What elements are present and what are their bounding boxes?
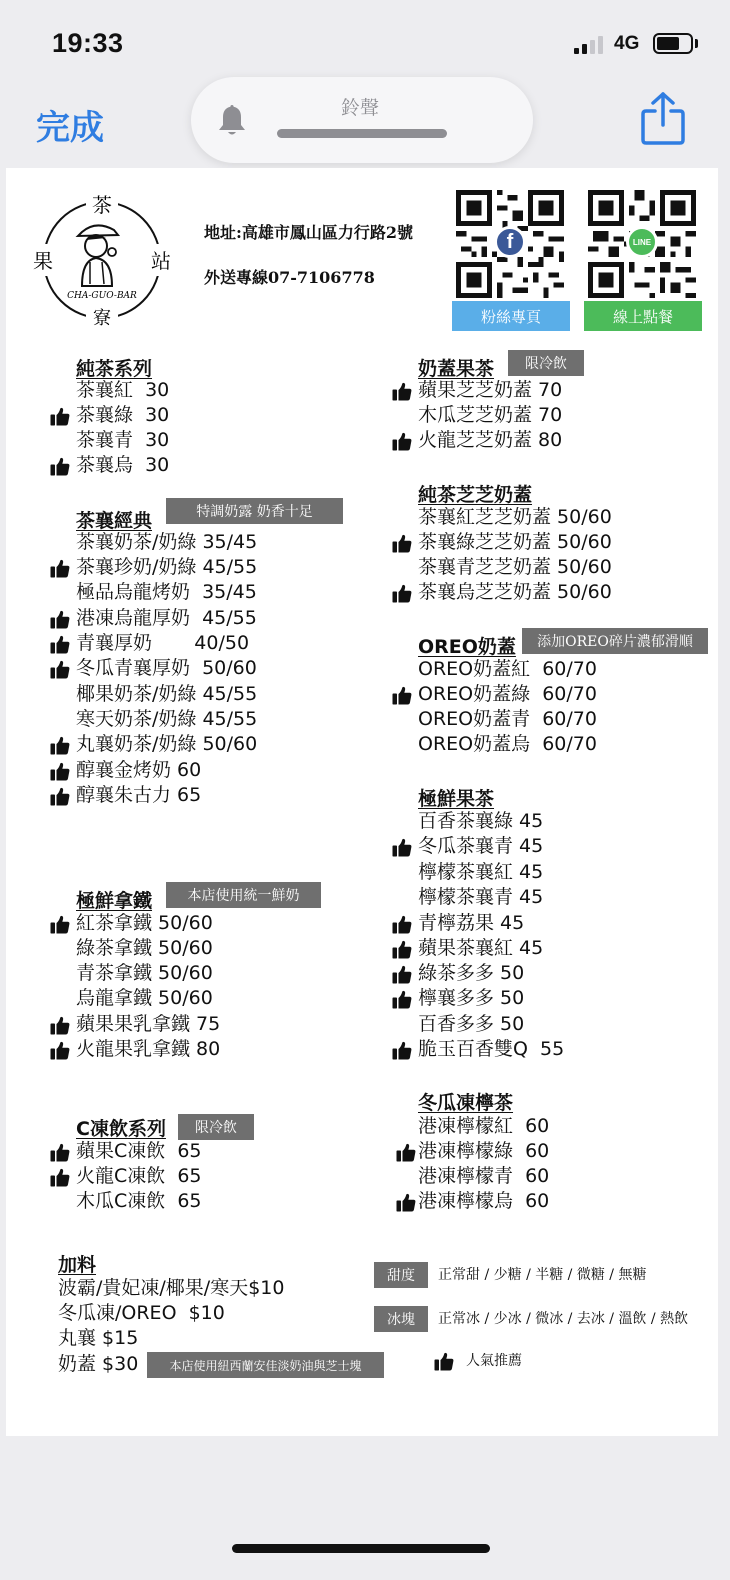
section-title-fruit-tea: 極鮮果茶: [418, 788, 495, 810]
thumbs-up-icon: [50, 787, 70, 806]
battery-tip: [695, 39, 698, 48]
ringer-label: 鈴聲: [340, 97, 379, 119]
thumbs-up-icon: [392, 965, 412, 984]
logo-char-bottom: 寮: [93, 308, 111, 329]
menu-item: 青襄厚奶 40/50: [76, 632, 250, 654]
facebook-icon: f: [494, 226, 526, 258]
section-title-classic: 茶襄經典: [76, 510, 153, 532]
line-icon: LINE: [626, 226, 658, 258]
section-title-oreo: OREO奶蓋: [418, 636, 516, 658]
menu-item: 青茶拿鐵 50/60: [76, 962, 213, 984]
thumbs-up-icon: [50, 1168, 70, 1187]
thumbs-up-icon: [50, 660, 70, 679]
thumbs-up-icon: [392, 940, 412, 959]
menu-item: 火龍果乳拿鐵 80: [76, 1038, 221, 1060]
menu-item: 港凍烏龍厚奶 45/55: [76, 607, 257, 629]
menu-item: 港凍檸檬紅 60: [418, 1115, 550, 1137]
menu-item: 丸襄奶茶/奶綠 50/60: [76, 733, 258, 755]
logo-char-top: 茶: [92, 193, 112, 217]
thumbs-up-icon: [396, 1193, 416, 1212]
classic-tag: 特調奶露 奶香十足: [166, 498, 343, 524]
menu-item: OREO奶蓋青 60/70: [418, 708, 597, 730]
fan-page-button[interactable]: 粉絲專頁: [452, 301, 570, 331]
menu-item: 茶襄紅 30: [76, 379, 170, 401]
status-bar: [0, 0, 730, 80]
ringer-indicator: [191, 77, 533, 163]
menu-item: 冬瓜茶襄青 45: [418, 835, 544, 857]
menu-item: 港凍檸檬烏 60: [418, 1190, 550, 1212]
menu-item: 茶襄綠芝芝奶蓋 50/60: [418, 531, 612, 553]
thumbs-up-icon: [392, 1041, 412, 1060]
section-title-latte: 極鮮拿鐵: [76, 890, 153, 912]
menu-item: 茶襄烏芝芝奶蓋 50/60: [418, 581, 612, 603]
sweetness-options: 正常甜 / 少糖 / 半糖 / 微糖 / 無糖: [438, 1267, 647, 1283]
menu-item: 波霸/貴妃凍/椰果/寒天$10: [58, 1277, 285, 1299]
latte-tag: 本店使用統一鮮奶: [166, 882, 321, 908]
thumbs-up-icon: [392, 534, 412, 553]
menu-item: 綠茶多多 50: [418, 962, 525, 984]
menu-item: OREO奶蓋紅 60/70: [418, 658, 597, 680]
menu-item: 冬瓜凍/OREO $10: [58, 1302, 225, 1324]
ice-options: 正常冰 / 少冰 / 微冰 / 去冰 / 溫飲 / 熱飲: [438, 1311, 689, 1327]
menu-item: 木瓜芝芝奶蓋 70: [418, 404, 563, 426]
menu-item: 蘋果C凍飲 65: [76, 1140, 202, 1162]
menu-item: 百香茶襄綠 45: [418, 810, 544, 832]
menu-item: 茶襄青 30: [76, 429, 170, 451]
thumbs-up-icon: [50, 736, 70, 755]
menu-item: 茶襄綠 30: [76, 404, 170, 426]
thumbs-up-icon: [392, 382, 412, 401]
menu-item: 茶襄珍奶/奶綠 45/55: [76, 556, 258, 578]
thumbs-up-icon: [396, 1143, 416, 1162]
thumbs-up-icon: [50, 1016, 70, 1035]
network-type: 4G: [614, 33, 640, 54]
thumbs-up-icon: [50, 1041, 70, 1060]
thumbs-up-icon: [50, 407, 70, 426]
c-jelly-tag: 限冷飲: [178, 1114, 254, 1140]
menu-item: 火龍C凍飲 65: [76, 1165, 202, 1187]
menu-item: 茶襄烏 30: [76, 454, 170, 476]
fruit-cap-tag: 限冷飲: [508, 350, 584, 376]
menu-item: 綠茶拿鐵 50/60: [76, 937, 213, 959]
ringer-volume-bar: [277, 129, 447, 138]
menu-item: 港凍檸檬青 60: [418, 1165, 550, 1187]
shop-address: 地址:高雄市鳳山區力行路2號: [204, 223, 414, 242]
menu-item: 脆玉百香雙Q 55: [418, 1038, 565, 1060]
menu-item: 百香多多 50: [418, 1013, 525, 1035]
menu-item: 茶襄青芝芝奶蓋 50/60: [418, 556, 612, 578]
thumbs-up-icon: [50, 1143, 70, 1162]
menu-item: 檸檬茶襄青 45: [418, 886, 544, 908]
online-order-button[interactable]: 線上點餐: [584, 301, 702, 331]
thumbs-up-icon: [50, 915, 70, 934]
thumbs-up-icon: [392, 915, 412, 934]
menu-item: 醇襄金烤奶 60: [76, 759, 202, 781]
toppings-tag: 本店使用紐西蘭安佳淡奶油與芝士塊: [147, 1352, 384, 1378]
shop-logo: [32, 190, 172, 330]
logo-char-right: 站: [151, 249, 171, 273]
menu-item: 木瓜C凍飲 65: [76, 1190, 202, 1212]
menu-item: 極品烏龍烤奶 35/45: [76, 581, 257, 603]
logo-latin: CHA-GUO-BAR: [67, 291, 137, 301]
menu-item: OREO奶蓋烏 60/70: [418, 733, 597, 755]
menu-item: 青檸荔果 45: [418, 912, 525, 934]
section-title-wintermelon: 冬瓜凍檸茶: [418, 1092, 514, 1114]
popular-legend: 人氣推薦: [466, 1353, 522, 1369]
menu-item: 茶襄奶茶/奶綠 35/45: [76, 531, 258, 553]
menu-item: 奶蓋 $30: [58, 1353, 139, 1375]
menu-item: 蘋果果乳拿鐵 75: [76, 1013, 221, 1035]
section-title-toppings: 加料: [58, 1254, 97, 1276]
status-time: 19:33: [52, 28, 124, 58]
battery-icon: [653, 33, 693, 54]
ice-label: 冰塊: [374, 1306, 428, 1332]
thumbs-up-icon: [392, 990, 412, 1009]
menu-item: 冬瓜青襄厚奶 50/60: [76, 657, 257, 679]
delivery-hotline: 外送專線07-7106778: [204, 268, 375, 287]
menu-item: 火龍芝芝奶蓋 80: [418, 429, 563, 451]
menu-item: 茶襄紅芝芝奶蓋 50/60: [418, 506, 612, 528]
menu-item: 港凍檸檬綠 60: [418, 1140, 550, 1162]
thumbs-up-icon: [434, 1352, 454, 1371]
thumbs-up-icon: [392, 432, 412, 451]
menu-item: 椰果奶茶/奶綠 45/55: [76, 683, 258, 705]
home-indicator[interactable]: [232, 1544, 490, 1553]
thumbs-up-icon: [50, 457, 70, 476]
section-title-pure-tea: 純茶系列: [76, 358, 153, 380]
cellular-signal-icon: [574, 36, 606, 54]
menu-item: 寒天奶茶/奶綠 45/55: [76, 708, 258, 730]
menu-item: 紅茶拿鐵 50/60: [76, 912, 213, 934]
menu-item: 蘋果茶襄紅 45: [418, 937, 544, 959]
section-title-fruit-cap: 奶蓋果茶: [418, 358, 495, 380]
thumbs-up-icon: [50, 635, 70, 654]
menu-document: [6, 168, 718, 1436]
sweetness-label: 甜度: [374, 1262, 428, 1288]
menu-item: 醇襄朱古力 65: [76, 784, 202, 806]
thumbs-up-icon: [50, 610, 70, 629]
logo-char-left: 果: [33, 249, 53, 273]
share-icon[interactable]: [640, 91, 686, 145]
menu-item: 蘋果芝芝奶蓋 70: [418, 379, 563, 401]
done-button[interactable]: 完成: [36, 108, 104, 148]
menu-item: 檸襄多多 50: [418, 987, 525, 1009]
thumbs-up-icon: [392, 686, 412, 705]
section-title-tea-cheese: 純茶芝芝奶蓋: [418, 484, 533, 506]
oreo-tag: 添加OREO碎片濃郁滑順: [522, 628, 708, 654]
thumbs-up-icon: [392, 584, 412, 603]
menu-item: 烏龍拿鐵 50/60: [76, 987, 213, 1009]
section-title-c-jelly: C凍飲系列: [76, 1118, 166, 1140]
menu-item: 檸檬茶襄紅 45: [418, 861, 544, 883]
thumbs-up-icon: [50, 559, 70, 578]
menu-item: OREO奶蓋綠 60/70: [418, 683, 597, 705]
thumbs-up-icon: [392, 838, 412, 857]
menu-item: 丸襄 $15: [58, 1327, 139, 1349]
thumbs-up-icon: [50, 762, 70, 781]
